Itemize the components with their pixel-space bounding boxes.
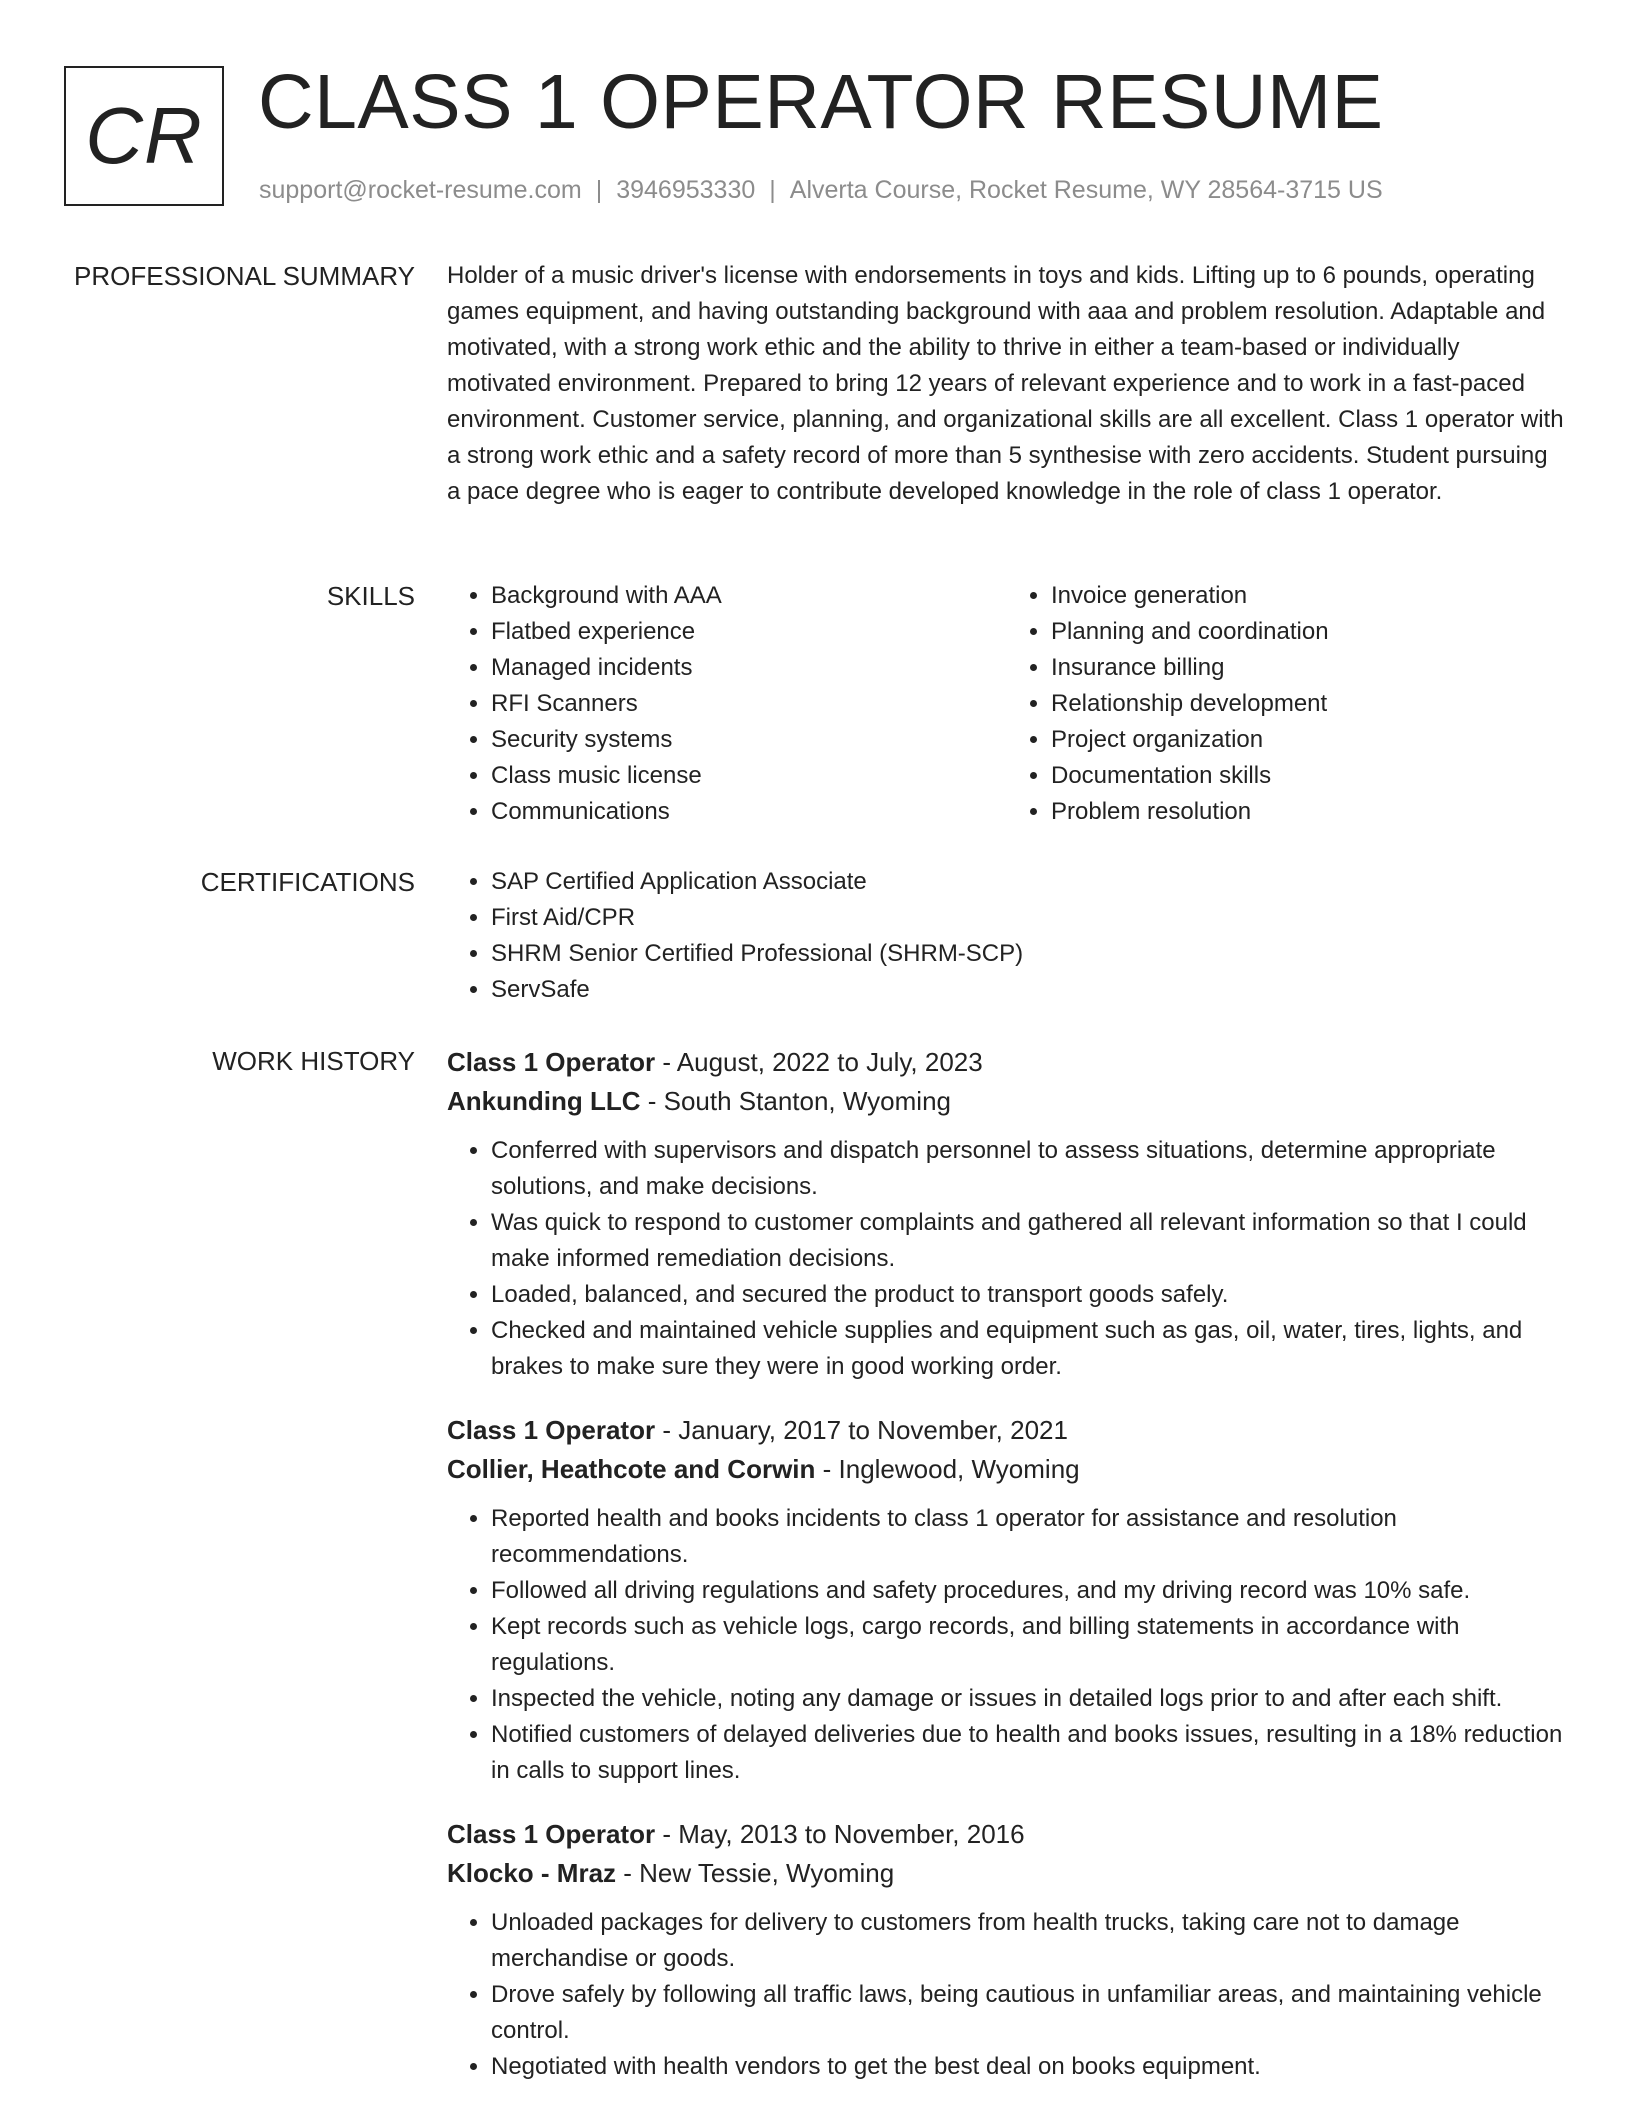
job-bullet: • Kept records such as vehicle logs, cargo records, and billing statements in accordance with regulations. xyxy=(491,1609,1567,1681)
certification-item: • SHRM Senior Certified Professional (SHRM-SCP) xyxy=(491,936,1567,972)
summary-body xyxy=(447,258,1567,510)
job-title-line xyxy=(447,1411,1567,1450)
job-company: Collier, Heathcote and Corwin xyxy=(447,1454,816,1484)
job-bullets xyxy=(447,1133,1567,1385)
contact-phone: 3946953330 xyxy=(616,176,756,204)
certification-item: • First Aid/CPR xyxy=(491,900,1567,936)
skill-item: • Planning and coordination xyxy=(1051,614,1567,650)
section-label-certifications: CERTIFICATIONS xyxy=(200,867,415,897)
job-title-line xyxy=(447,1043,1567,1082)
work-history-body xyxy=(447,1043,1567,2111)
job-title-line xyxy=(447,1815,1567,1854)
skill-item: • Project organization xyxy=(1051,722,1567,758)
contact-line xyxy=(259,174,1383,206)
skill-item: • Class music license xyxy=(491,758,1007,794)
job-title: Class 1 Operator xyxy=(447,1415,656,1445)
certifications-list xyxy=(447,864,1567,1008)
skills-body xyxy=(447,578,1567,830)
job-entry xyxy=(447,1043,1567,1385)
skills-list-right xyxy=(1007,578,1567,830)
job-dates: - May, 2013 to November, 2016 xyxy=(655,1819,1025,1849)
job-bullet: • Drove safely by following all traffic laws, being cautious in unfamiliar areas, and maintaining vehicle control. xyxy=(491,1977,1567,2049)
certification-item: • SAP Certified Application Associate xyxy=(491,864,1567,900)
job-bullet: • Conferred with supervisors and dispatch personnel to assess situations, determine appropriate solutions, and make decisions. xyxy=(491,1133,1567,1205)
section-label-work-history: WORK HISTORY xyxy=(212,1046,415,1076)
job-company: Ankunding LLC xyxy=(447,1086,641,1116)
section-label-skills: SKILLS xyxy=(326,581,415,611)
skills-columns xyxy=(447,578,1567,830)
job-bullets xyxy=(447,1905,1567,2085)
section-label-summary: PROFESSIONAL SUMMARY xyxy=(74,261,415,291)
contact-address: Alverta Course, Rocket Resume, WY 28564-3715 US xyxy=(789,176,1383,204)
job-bullet: • Loaded, balanced, and secured the product to transport goods safely. xyxy=(491,1277,1567,1313)
job-location: - South Stanton, Wyoming xyxy=(640,1086,951,1116)
job-bullet: • Unloaded packages for delivery to customers from health trucks, taking care not to damage merchandise or goods. xyxy=(491,1905,1567,1977)
job-location: - Inglewood, Wyoming xyxy=(815,1454,1080,1484)
job-bullet: • Was quick to respond to customer complaints and gathered all relevant information so that I could make informed remediation decisions. xyxy=(491,1205,1567,1277)
skill-item: • Security systems xyxy=(491,722,1007,758)
job-bullet: • Followed all driving regulations and safety procedures, and my driving record was 10% safe. xyxy=(491,1573,1567,1609)
skills-list-left xyxy=(447,578,1007,830)
skill-item: • Background with AAA xyxy=(491,578,1007,614)
contact-separator: | xyxy=(769,176,776,204)
job-entry xyxy=(447,1411,1567,1789)
skill-item: • RFI Scanners xyxy=(491,686,1007,722)
job-dates: - August, 2022 to July, 2023 xyxy=(655,1047,983,1077)
job-bullets xyxy=(447,1501,1567,1789)
skill-item: • Insurance billing xyxy=(1051,650,1567,686)
job-dates: - January, 2017 to November, 2021 xyxy=(655,1415,1068,1445)
skill-item: • Communications xyxy=(491,794,1007,830)
job-bullet: • Reported health and books incidents to class 1 operator for assistance and resolution recommendations. xyxy=(491,1501,1567,1573)
job-entry xyxy=(447,1815,1567,2085)
contact-email: support@rocket-resume.com xyxy=(259,176,582,204)
job-company-line xyxy=(447,1854,1567,1893)
summary-text: Holder of a music driver's license with endorsements in toys and kids. Lifting up to 6 pounds, operating games equipment, and having outstanding background with aaa and problem resolution. Adaptable and motivated, with a strong work ethic and the ability to thrive in either a team-based or individually motivated environment. Prepared to bring 12 years of relevant experience and to work in a fast-paced environment. Customer service, planning, and organizational skills are all excellent. Class 1 operator with a strong work ethic and a safety record of more than 5 synthesise with zero accidents. Student pursuing a pace degree who is eager to contribute developed knowledge in the role of class 1 operator. xyxy=(447,262,1564,505)
certification-item: • ServSafe xyxy=(491,972,1567,1008)
skill-item: • Flatbed experience xyxy=(491,614,1007,650)
skill-item: • Problem resolution xyxy=(1051,794,1567,830)
job-bullet: • Checked and maintained vehicle supplies and equipment such as gas, oil, water, tires, lights, and brakes to make sure they were in good working order. xyxy=(491,1313,1567,1385)
contact-separator: | xyxy=(595,176,603,204)
skill-item: • Invoice generation xyxy=(1051,578,1567,614)
job-bullet: • Inspected the vehicle, noting any damage or issues in detailed logs prior to and after each shift. xyxy=(491,1681,1567,1717)
monogram-logo: CR xyxy=(64,66,224,206)
job-company-line xyxy=(447,1450,1567,1489)
resume-title: CLASS 1 OPERATOR RESUME xyxy=(258,59,1384,145)
skill-item: • Relationship development xyxy=(1051,686,1567,722)
skill-item: • Documentation skills xyxy=(1051,758,1567,794)
certifications-body xyxy=(447,864,1567,1008)
job-location: - New Tessie, Wyoming xyxy=(616,1858,895,1888)
job-bullet: • Notified customers of delayed deliveries due to health and books issues, resulting in a 18% reduction in calls to support lines. xyxy=(491,1717,1567,1789)
job-title: Class 1 Operator xyxy=(447,1819,656,1849)
job-title: Class 1 Operator xyxy=(447,1047,656,1077)
job-bullet: • Negotiated with health vendors to get the best deal on books equipment. xyxy=(491,2049,1567,2085)
job-company: Klocko - Mraz xyxy=(447,1858,617,1888)
skill-item: • Managed incidents xyxy=(491,650,1007,686)
job-company-line xyxy=(447,1082,1567,1121)
